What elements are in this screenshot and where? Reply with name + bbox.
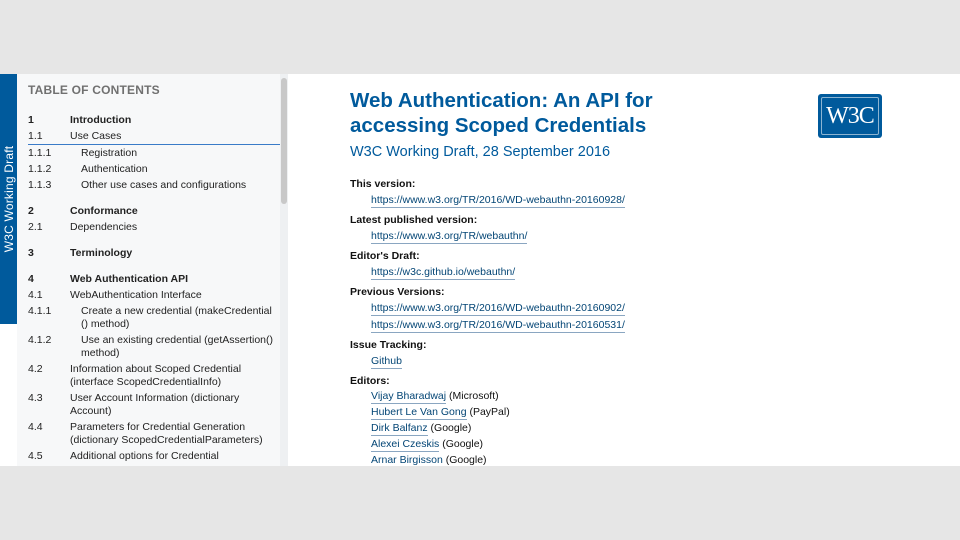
toc-item[interactable] [28, 332, 280, 361]
toc-item-number: 4.1 [28, 288, 43, 301]
toc-item-label: Create a new credential (makeCredential () method) [81, 304, 272, 330]
toc-item-number: 1 [28, 113, 34, 126]
page-title [350, 88, 790, 138]
toc-item-number: 4.4 [28, 420, 43, 433]
toc-item-label: Use an existing credential (getAssertion() method) [81, 333, 274, 359]
toc-item[interactable] [28, 271, 280, 287]
previous-versions-label: Previous Versions: [350, 286, 445, 298]
toc-item[interactable] [28, 390, 280, 419]
latest-version-group [350, 213, 790, 244]
editors-label: Editors: [350, 375, 390, 387]
toc-item-label: Parameters for Credential Generation (dictionary ScopedCredentialParameters) [70, 420, 263, 446]
toc-item-label: User Account Information (dictionary Account) [70, 391, 240, 417]
toc-item[interactable] [28, 177, 280, 193]
toc-item-label: Additional options for Credential [70, 449, 219, 462]
document-main [350, 88, 790, 466]
editor-link[interactable]: Dirk Balfanz [371, 422, 428, 434]
toc-scrollbar[interactable] [280, 74, 288, 466]
toc-item-label: Conformance [70, 204, 138, 217]
editor-org: (Google) [445, 454, 487, 466]
side-tab-label: W3C Working Draft [1, 145, 16, 253]
toc-item[interactable] [28, 245, 280, 261]
toc-item-number: 2.1 [28, 220, 43, 233]
toc-item[interactable] [28, 128, 280, 145]
toc-item[interactable] [28, 287, 280, 303]
toc-item-label: Terminology [70, 246, 133, 259]
editors-draft-label: Editor's Draft: [350, 250, 420, 262]
toc-list [28, 112, 280, 464]
editor-entry [371, 452, 790, 466]
this-version-label: This version: [350, 178, 416, 190]
editor-entry [371, 404, 790, 420]
latest-version-label: Latest published version: [350, 214, 478, 226]
toc-item-label: Web Authentication API [70, 272, 189, 285]
previous-version-link[interactable]: https://www.w3.org/TR/2016/WD-webauthn-20160902/ [371, 302, 625, 314]
editor-link[interactable]: Alexei Czeskis [371, 438, 440, 450]
editor-org: (Google) [442, 438, 484, 450]
toc-item[interactable] [28, 419, 280, 448]
editors-group [350, 374, 790, 466]
browser-page [0, 74, 960, 466]
toc-item-label: Other use cases and configurations [81, 178, 247, 191]
title-line-1: Web Authentication: An API for [350, 89, 653, 112]
editor-entry [371, 420, 790, 436]
page-subtitle: W3C Working Draft, 28 September 2016 [350, 144, 611, 160]
toc-item-number: 4.2 [28, 362, 43, 375]
github-link[interactable]: Github [371, 355, 402, 367]
toc-item-number: 4.1.2 [28, 333, 52, 346]
editors-draft-link[interactable]: https://w3c.github.io/webauthn/ [371, 266, 516, 278]
editor-link[interactable]: Vijay Bharadwaj [371, 390, 447, 402]
toc-item-number: 1.1.2 [28, 162, 52, 175]
toc-item-number: 4.1.1 [28, 304, 52, 317]
toc-item-number: 3 [28, 246, 34, 259]
toc-item-number: 4 [28, 272, 34, 285]
w3c-logo[interactable] [818, 94, 882, 138]
document-metadata [350, 177, 790, 466]
toc-item-label: Use Cases [70, 129, 122, 142]
previous-versions-group [350, 285, 790, 333]
issue-tracking-label: Issue Tracking: [350, 339, 427, 351]
status-side-tab[interactable] [0, 74, 17, 324]
toc-item-number: 4.5 [28, 449, 43, 462]
toc-item[interactable] [28, 303, 280, 332]
editor-org: (Microsoft) [449, 390, 499, 402]
issue-tracking-group [350, 338, 790, 369]
w3c-logo-text: W3C [826, 103, 874, 129]
toc-scrollbar-thumb[interactable] [281, 78, 287, 204]
this-version-link[interactable]: https://www.w3.org/TR/2016/WD-webauthn-20160928/ [371, 194, 625, 206]
toc-item-number: 1.1.3 [28, 178, 52, 191]
toc-heading: TABLE OF CONTENTS [28, 83, 160, 97]
toc-item-label: Information about Scoped Credential (interface ScopedCredentialInfo) [70, 362, 242, 388]
editor-link[interactable]: Arnar Birgisson [371, 454, 443, 466]
toc-item-label: WebAuthentication Interface [70, 288, 202, 301]
toc-item[interactable] [28, 361, 280, 390]
editors-draft-group [350, 249, 790, 280]
toc-item-number: 2 [28, 204, 34, 217]
toc-item[interactable] [28, 145, 280, 161]
this-version-group [350, 177, 790, 208]
toc-item[interactable] [28, 219, 280, 235]
toc-item-number: 1.1.1 [28, 146, 52, 159]
editor-link[interactable]: Hubert Le Van Gong [371, 406, 467, 418]
toc-item-label: Authentication [81, 162, 148, 175]
toc-item-label: Registration [81, 146, 138, 159]
toc-item[interactable] [28, 161, 280, 177]
editor-entry [371, 388, 790, 404]
table-of-contents [17, 74, 280, 466]
toc-item-number: 1.1 [28, 129, 43, 142]
latest-version-link[interactable]: https://www.w3.org/TR/webauthn/ [371, 230, 528, 242]
toc-item-label: Dependencies [70, 220, 138, 233]
editor-org: (Google) [430, 422, 472, 434]
toc-item[interactable] [28, 448, 280, 464]
editor-entry [371, 436, 790, 452]
toc-item[interactable] [28, 112, 280, 128]
toc-item-label: Introduction [70, 113, 132, 126]
title-line-2: accessing Scoped Credentials [350, 114, 647, 137]
editor-org: (PayPal) [469, 406, 510, 418]
previous-version-link[interactable]: https://www.w3.org/TR/2016/WD-webauthn-20160531/ [371, 319, 625, 331]
toc-item[interactable] [28, 203, 280, 219]
toc-item-number: 4.3 [28, 391, 43, 404]
